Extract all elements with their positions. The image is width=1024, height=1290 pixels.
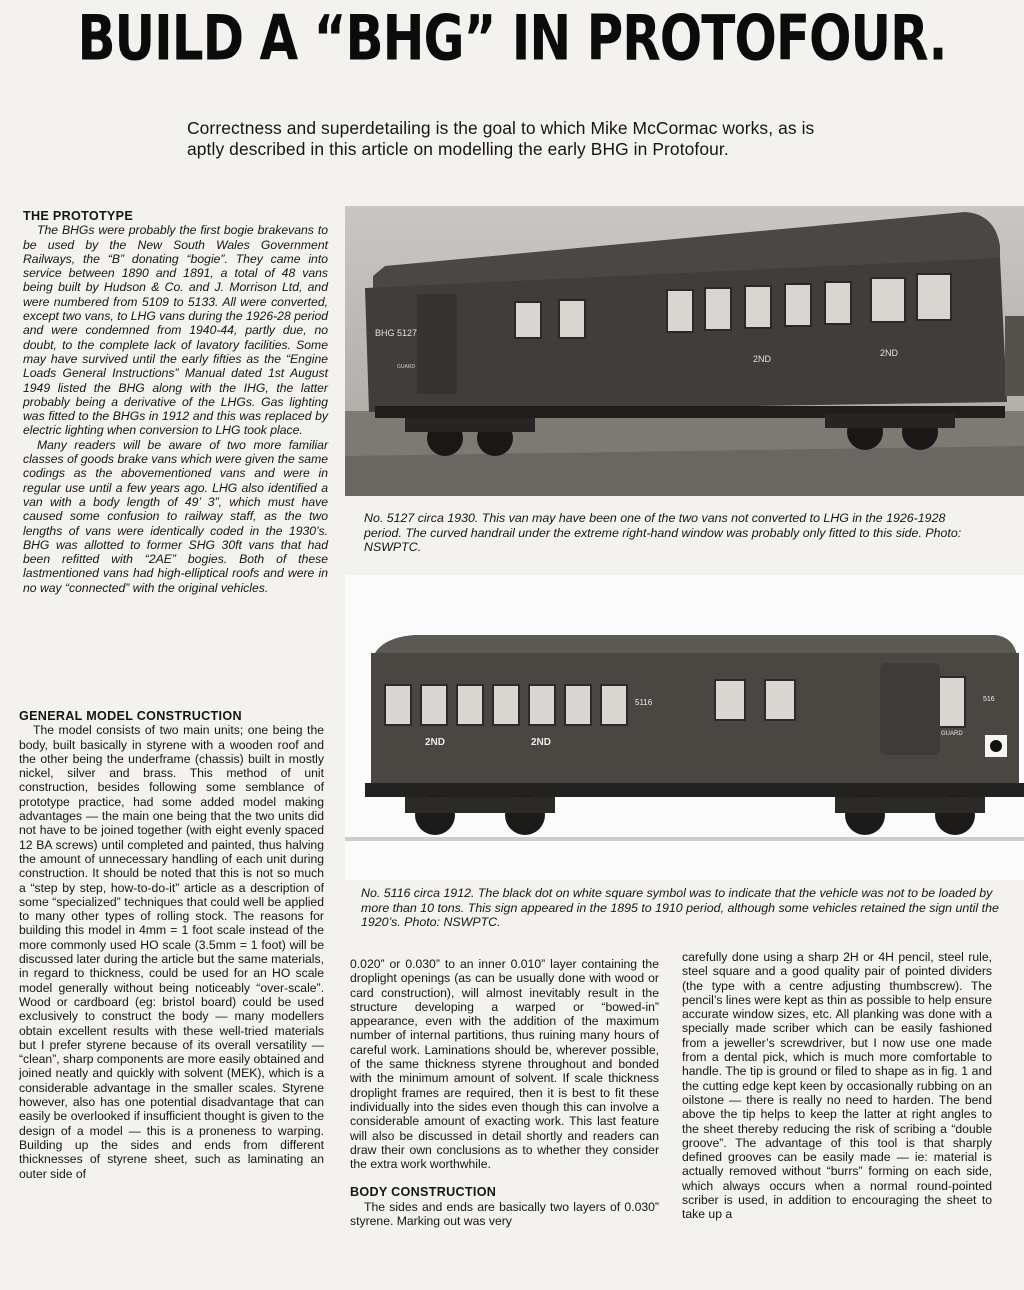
prototype-section: [23, 209, 328, 595]
body-construction-heading: BODY CONSTRUCTION: [350, 1185, 497, 1200]
van1-guard-label: GUARD: [397, 364, 416, 370]
right-column: [682, 950, 992, 1222]
standfirst: Correctness and superdetailing is the goal to which Mike McCormac works, as is aptly described in this article on modelling the early BHG in Protofour.: [187, 118, 815, 159]
body-construction-paragraph: The sides and ends are basically two layers of 0.030” styrene. Marking out was very: [350, 1199, 659, 1229]
photo-2-caption: No. 5116 circa 1912. The black dot on white square symbol was to indicate that the vehicle was not to be loaded by more than 10 tons. This sign appeared in the 1895 to 1910 period, although some vehicles retained the sign until the 1920’s. Photo: NSWPTC.: [361, 886, 999, 929]
van1-number-label: BHG 5127: [375, 328, 418, 338]
van2-guard-label: GUARD: [941, 731, 963, 737]
prototype-heading: THE PROTOTYPE: [23, 209, 134, 223]
general-construction-paragraph: The model consists of two main units; one being the body, built basically in styrene with a wooden roof and the other being the underframe (chassis) built in mostly nickel, silver and brass. This method of unit construction, besides following some semblance of prototype practice, had some added model making advantages — the main one being that the two units did not have to be joined together (with eight evenly spaced 12 BA screws) until completed and painted, thus halving the amount of unnecessary handling of each unit during construction. It should be noted that this is not so much a “step by step, how-to-do-it” article as a description of some “specialized” techniques that could well be applied to many other types of rolling stock. The reasons for building this model in 4mm = 1 foot scale instead of the more commonly used HO scale (3.5mm = 1 foot) will be discussed later during the article but the same materials, in regard to thickness, could be used for an HO scale model generally without being noticeably “over-scale”. Wood or cardboard (eg: bristol board) could be used exclusively to construct the body — many modellers obtain excellent results with these well-tried materials but I prefer styrene because of its overall versatility — “clean”, sharp components are more easily obtained and joined neatly and quickly with solvent (MEK), which is a considerable advantage in the smaller scales. Styrene however, also has one potential disadvantage that can easily be overlooked if insufficient thought is given to the design of a model — this is a proneness to warping. Building up the sides and ends from different thicknesses of styrene sheet, such as laminating an outer side of: [19, 723, 324, 1181]
general-construction-heading: GENERAL MODEL CONSTRUCTION: [19, 709, 242, 723]
van1-class-label-a: 2ND: [753, 354, 772, 364]
prototype-paragraph-2: Many readers will be aware of two more familiar classes of goods brake vans which were given the same codings as the abovementioned vans and were in regular use until a few years ago. LHG also identified a van with a body length of 49’ 3”, which must have caused some confusion to railway staff, as the two lengths of vans were identically coded in the 1930’s. BHG was allotted to former SHG 30ft vans that had been refitted with “2AE” bogies. Both of these lastmentioned vans had high-elliptical roofs and were in no way “connected” with the original vehicles.: [23, 437, 328, 595]
general-construction-section: [19, 709, 324, 1181]
van2-number-label-b: 516: [983, 696, 995, 703]
photo-bhg-5116: [345, 575, 1024, 880]
photo-bhg-5127: [345, 206, 1024, 496]
prototype-paragraph-1: The BHGs were probably the first bogie brakevans to be used by the New South Wales Government Railways, the “B” donating “bogie”. They came into service between 1890 and 1891, a total of 48 vans being built by Hudson & Co. and J. Morrison Ltd, and were numbered from 5109 to 5133. All were converted, except two vans, to LHG vans during the 1926-28 period and were condemned from 1940-44, partly due, no doubt, to the complete lack of lavatory facilities. Some may have survived until the early fifties as the “Engine Loads General Instructions” Manual dated 1st August 1949 listed the BHG along with the IHG, the latter probably being a derivative of the LHGs. Gas lighting was fitted to the BHGs in 1912 and this was replaced by electric lighting when conversion to LHG took place.: [23, 223, 328, 438]
middle-paragraph-1: 0.020” or 0.030” to an inner 0.010” layer containing the droplight openings (as can be usually done with wood or card construction), will almost inevitably result in the structure developing a warped or “bowed-in” appearance, even with the addition of the maximum number of internal partitions, thus ruining many hours of careful work. Laminations should be, wherever possible, of the same thickness styrene throughout and bonded with the minimum amount of solvent. If scale thickness droplight frames are required, then it is best to fit these individually into the sides even though this can involve a considerable amount of exacting work. This last feature will also be discussed in detail shortly and readers can draw their own conclusions as to whether they consider the extra work worthwhile.: [350, 957, 659, 1172]
van1-class-label-b: 2ND: [880, 348, 899, 358]
van2-class-label-b: 2ND: [531, 737, 552, 748]
van2-class-label-a: 2ND: [425, 737, 446, 748]
middle-column: [350, 957, 659, 1228]
page-title: BUILD A “BHG” IN PROTOFOUR.: [77, 2, 947, 75]
van2-number-label: 5116: [635, 698, 653, 707]
right-paragraph-1: carefully done using a sharp 2H or 4H pencil, steel rule, steel square and a good quality pair of pointed dividers (the type with a centre adjusting thumbscrew). The pencil’s lines were kept as thin as possible to help ensure accurate window sizes, etc. All planking was done with a specially made scriber which can be easily fashioned from a jeweller’s screwdriver, but I now use one made from a dental pick, which is much more comfortable to handle. The tip is ground or filed to shape as in fig. 1 and the cutting edge kept keen by occasionally rubbing on an oilstone — there is really no need to harden. The bend above the tip helps to keep the latter at right angles to the sheet thereby reducing the risk of scribing a “double groove”. The advantage of this tool is that sharply defined grooves can be easily made — ie: material is actually removed without “burrs” forming on each side, which always occurs when a normal round-pointed scriber is used, in addition to encouraging the sheet to take up a: [682, 950, 992, 1222]
photo-1-caption: No. 5127 circa 1930. This van may have been one of the two vans not converted to LHG in the 1926-1928 period. The curved handrail under the extreme right-hand window was probably only fitted to this side. Photo: NSWPTC.: [364, 511, 962, 554]
